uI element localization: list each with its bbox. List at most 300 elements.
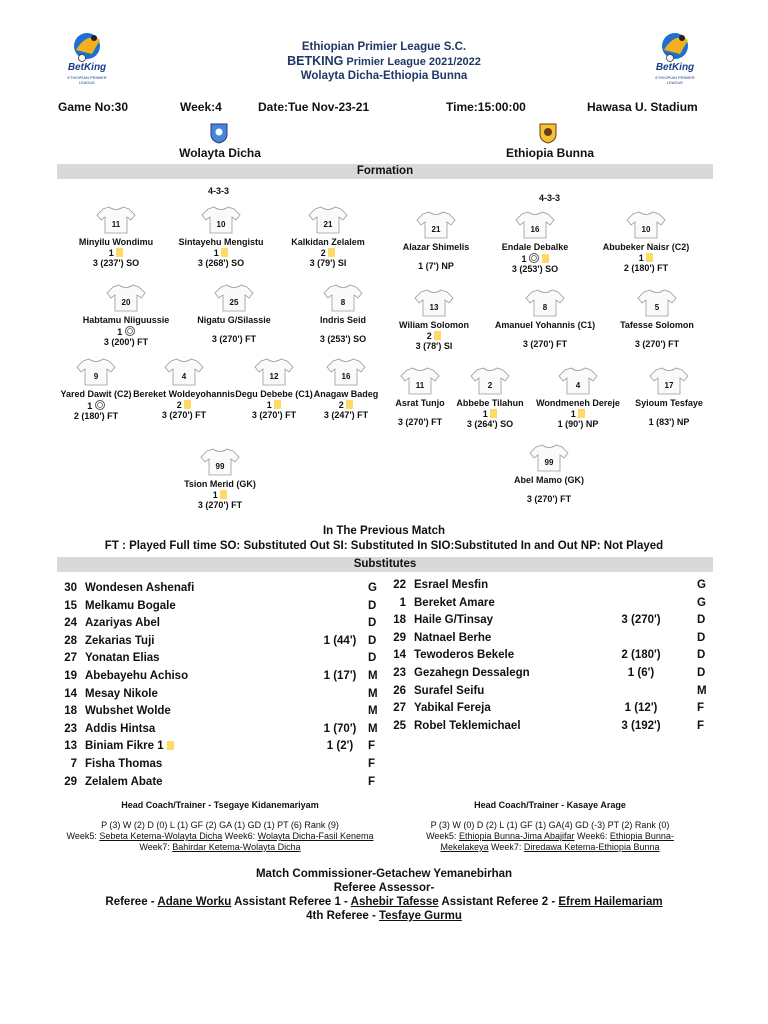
- sub-name-wrap: [414, 577, 488, 595]
- player-events: [272, 248, 384, 259]
- player-stat: 3 (200') FT: [103, 337, 149, 347]
- player-stat: 3 (78') SI: [415, 341, 453, 351]
- away-player-13: [378, 288, 490, 352]
- sub-position: G: [368, 582, 377, 594]
- sub-name: Surafel Seifu: [414, 684, 485, 697]
- match-title: Wolayta Dicha-Ethiopia Bunna: [300, 70, 468, 82]
- jersey-icon: [164, 357, 204, 387]
- event-count: 1: [108, 247, 114, 258]
- jersey-icon: [201, 205, 241, 235]
- sub-name: Tewoderos Bekele: [414, 649, 515, 662]
- player-events: [60, 248, 172, 259]
- match-commissioner: Match Commissioner-Getachew Yemanebirhan: [255, 868, 513, 880]
- svg-text:8: 8: [542, 303, 548, 312]
- jersey-icon: [76, 357, 116, 387]
- player-stat: 3 (237') SO: [92, 258, 140, 268]
- home-substitute-row: [57, 633, 388, 651]
- svg-text:16: 16: [341, 372, 351, 381]
- home-substitute-row: [57, 686, 388, 704]
- sub-number: 14: [393, 649, 406, 662]
- player-name: Habtamu Niiguussie: [82, 315, 170, 325]
- yellow-card-icon: [220, 490, 227, 499]
- svg-text:11: 11: [415, 381, 425, 390]
- sub-stat: 3 (270'): [621, 614, 661, 627]
- fourth-referee-line: [0, 909, 768, 923]
- sub-name: Addis Hintsa: [85, 722, 156, 735]
- sub-name: Robel Teklemichael: [414, 719, 521, 732]
- svg-text:12: 12: [269, 372, 279, 381]
- jersey-icon: [515, 210, 555, 240]
- jersey-icon: [254, 357, 294, 387]
- sub-name-wrap: [414, 595, 495, 613]
- status-legend: FT : Played Full time SO: Substituted Out SI: Substituted In SIO:Substituted In and Out NP: Not Played: [104, 540, 664, 552]
- jersey-icon: [649, 366, 689, 396]
- sub-name: Natnael Berhe: [414, 631, 492, 644]
- away-substitute-row: [386, 595, 717, 613]
- yellow-card-icon: [274, 400, 281, 409]
- sub-stat: 1 (2'): [326, 740, 354, 753]
- away-substitute-row: [386, 612, 717, 630]
- player-events: [479, 253, 591, 265]
- sub-stat: 1 (17'): [323, 670, 357, 682]
- logo-brand-text: BetKing: [655, 62, 695, 73]
- ar1-name[interactable]: Ashebir Tafesse: [350, 896, 439, 908]
- sub-number: 27: [393, 702, 406, 715]
- sub-number: 30: [64, 582, 77, 594]
- betking-logo-left: [62, 30, 112, 90]
- week7-label: Week7:: [488, 842, 524, 852]
- sub-name-wrap: [85, 703, 171, 721]
- goal-ball-icon: [529, 253, 539, 263]
- home-player-11: [60, 205, 172, 269]
- away-substitute-row: [386, 718, 717, 736]
- event-count: 2: [338, 399, 344, 410]
- player-name: Indris Seid: [319, 315, 366, 325]
- sub-name: Fisha Thomas: [85, 758, 163, 770]
- sub-name-wrap: [85, 756, 162, 774]
- league-season: [184, 54, 584, 69]
- svg-text:21: 21: [431, 225, 441, 234]
- jersey-icon: [525, 288, 565, 318]
- jersey-icon: [106, 283, 146, 313]
- home-substitute-row: [57, 668, 388, 686]
- home-substitute-row: [57, 580, 388, 598]
- yellow-card-icon: [328, 248, 335, 257]
- player-stat: 3 (270') FT: [251, 410, 297, 420]
- sub-position: M: [368, 705, 378, 718]
- player-name: Minyilu Wondimu: [78, 237, 154, 247]
- home-week7-fixture[interactable]: Bahirdar Ketema-Wolayta Dicha: [172, 842, 301, 852]
- sub-number: 29: [393, 631, 406, 644]
- player-name: Anagaw Badeg: [313, 389, 379, 399]
- sub-name-wrap: [85, 721, 155, 739]
- player-events: [164, 490, 276, 501]
- home-player-25: [178, 283, 290, 344]
- sub-position: D: [697, 631, 706, 644]
- home-coach-record: [60, 820, 380, 853]
- svg-text:13: 13: [429, 303, 439, 312]
- player-stat: 3 (79') SI: [309, 258, 347, 268]
- svg-text:4: 4: [575, 381, 581, 390]
- sub-stat: 1 (44'): [323, 634, 357, 647]
- player-name: Kalkidan Zelalem: [291, 237, 365, 247]
- logo-sub-text: ETHIOPIAN PRIMIER LEAGUE: [67, 75, 107, 85]
- sub-position: M: [697, 684, 707, 697]
- player-stat: 3 (270') FT: [522, 338, 568, 349]
- home-player-99: [164, 447, 276, 511]
- away-formation: 4-3-3: [539, 193, 561, 203]
- sub-position: D: [697, 667, 706, 679]
- referee-label: Referee -: [105, 896, 158, 908]
- sub-name-wrap: [85, 738, 174, 756]
- event-count: 1: [117, 326, 123, 337]
- svg-text:20: 20: [121, 298, 131, 307]
- sub-number: 23: [64, 722, 77, 735]
- yellow-card-icon: [578, 409, 585, 418]
- jersey-icon: [529, 443, 569, 473]
- referees-line: [0, 895, 768, 909]
- away-coach: Head Coach/Trainer - Kasaye Arage: [474, 800, 626, 810]
- sub-number: 18: [64, 705, 77, 718]
- ar2-name[interactable]: Efrem Hailemariam: [558, 896, 663, 908]
- formation-bar: Formation: [57, 164, 713, 179]
- sub-position: M: [368, 670, 378, 682]
- sub-stat: 2 (180'): [621, 649, 661, 662]
- player-stat: 3 (270') FT: [526, 493, 572, 504]
- sub-name: Zelalem Abate: [85, 775, 163, 788]
- yellow-card-icon: [646, 253, 653, 262]
- player-events: [590, 253, 702, 264]
- goal-ball-icon: [125, 326, 135, 336]
- yellow-card-icon: [167, 741, 174, 750]
- jersey-icon: [414, 288, 454, 318]
- previous-match-title: In The Previous Match: [322, 525, 446, 537]
- jersey-icon: [558, 366, 598, 396]
- sub-name: Bereket Amare: [414, 596, 495, 609]
- season-text: Primier League 2021/2022: [343, 56, 481, 68]
- sub-number: 13: [64, 740, 77, 753]
- yellow-card-icon: [346, 400, 353, 409]
- player-stat: 3 (270') FT: [197, 500, 243, 510]
- week: Week:4: [180, 100, 222, 114]
- yellow-card-icon: [116, 248, 123, 257]
- away-player-99: [493, 443, 605, 504]
- away-team-name: Ethiopia Bunna: [506, 146, 594, 160]
- sub-position: D: [368, 634, 377, 647]
- sub-number: 18: [393, 614, 406, 627]
- svg-text:9: 9: [93, 372, 99, 381]
- sub-name: Wubshet Wolde: [85, 705, 171, 718]
- report-header: [184, 40, 584, 83]
- sub-name: Yonatan Elias: [85, 652, 160, 665]
- jersey-icon: [626, 210, 666, 240]
- jersey-icon: [416, 210, 456, 240]
- sub-number: 26: [393, 684, 406, 697]
- event-count: 1: [87, 400, 93, 411]
- away-week7-fixture[interactable]: Diredawa Ketema-Ethiopia Bunna: [523, 842, 660, 852]
- yellow-card-icon: [434, 331, 441, 340]
- event-count: 2: [426, 330, 432, 341]
- sub-number: 24: [64, 617, 77, 630]
- player-stat: 3 (268') SO: [197, 258, 245, 268]
- player-name: Wiliam Solomon: [399, 320, 469, 330]
- sub-name: Haile G/Tinsay: [414, 614, 494, 627]
- fourth-referee-name[interactable]: Tesfaye Gurmu: [378, 910, 462, 922]
- away-player-10: [590, 210, 702, 274]
- home-week6-fixture[interactable]: Wolayta Dicha-Fasil Kenema: [257, 831, 374, 841]
- sub-name: Wondesen Ashenafi: [85, 582, 195, 594]
- sub-name-wrap: [85, 633, 154, 651]
- sub-stat: 1 (6'): [627, 667, 655, 679]
- ar2-label: Assistant Referee 2 -: [438, 896, 559, 908]
- player-stat: 3 (270') FT: [211, 333, 257, 344]
- player-name: Asrat Tunjo: [395, 398, 445, 408]
- sub-stat: 1 (70'): [323, 722, 357, 735]
- sub-name-wrap: [414, 700, 491, 718]
- sub-position: F: [368, 758, 376, 770]
- player-events: [378, 331, 490, 342]
- player-name: Tafesse Solomon: [620, 320, 694, 330]
- away-substitute-row: [386, 683, 717, 701]
- player-name: Bereket Woldeyohannis: [133, 389, 235, 399]
- sub-name-wrap: [85, 615, 160, 633]
- referee-assessor: Referee Assessor-: [333, 882, 435, 894]
- svg-text:16: 16: [530, 225, 540, 234]
- brand-name: BETKING: [287, 54, 344, 68]
- sub-name-wrap: [414, 612, 493, 630]
- sub-name-wrap: [85, 774, 163, 792]
- sub-position: D: [697, 649, 706, 662]
- yellow-card-icon: [542, 254, 549, 263]
- home-substitute-row: [57, 650, 388, 668]
- svg-text:8: 8: [340, 298, 346, 307]
- sub-name: Azariyas Abel: [85, 617, 160, 630]
- sub-position: F: [368, 740, 376, 753]
- sub-number: 14: [64, 687, 77, 700]
- svg-text:2: 2: [487, 381, 493, 390]
- yellow-card-icon: [184, 400, 191, 409]
- jersey-icon: [214, 283, 254, 313]
- event-count: 1: [570, 408, 576, 419]
- away-substitute-row: [386, 630, 717, 648]
- home-formation: 4-3-3: [208, 186, 230, 196]
- away-player-16: [479, 210, 591, 275]
- home-player-10: [165, 205, 277, 269]
- fourth-referee-label: 4th Referee -: [306, 910, 379, 922]
- player-name: Wondmeneh Dereje: [536, 398, 620, 408]
- sub-name-wrap: [85, 668, 188, 686]
- yellow-card-icon: [221, 248, 228, 257]
- sub-position: M: [368, 687, 378, 700]
- home-fixtures: [60, 831, 380, 853]
- away-week6-fixture[interactable]: Ethiopia Bunna-Mekelakeya: [440, 831, 674, 852]
- home-team-badge: [209, 122, 229, 144]
- away-team-badge: [538, 122, 558, 144]
- event-count: 2: [176, 399, 182, 410]
- player-stat: 2 (180') FT: [73, 411, 119, 421]
- away-player-5: [601, 288, 713, 349]
- away-coach-record: [405, 820, 695, 853]
- svg-text:17: 17: [664, 381, 674, 390]
- referee-name[interactable]: Adane Worku: [157, 896, 232, 908]
- player-events: [70, 326, 182, 338]
- week7-label: Week7:: [139, 842, 173, 852]
- jersey-icon: [323, 283, 363, 313]
- week6-label: Week6:: [574, 831, 610, 841]
- away-substitute-row: [386, 577, 717, 595]
- sub-position: F: [697, 719, 705, 732]
- sub-number: 7: [70, 758, 77, 770]
- player-name: Endale Debalke: [501, 242, 569, 252]
- sub-name: Abebayehu Achiso: [85, 670, 189, 682]
- sub-number: 29: [64, 775, 77, 788]
- sub-name: Mesay Nikole: [85, 687, 158, 700]
- player-stat: 3 (253') SO: [511, 264, 559, 274]
- svg-text:25: 25: [229, 298, 239, 307]
- sub-number: 15: [64, 599, 77, 612]
- event-count: 1: [482, 408, 488, 419]
- event-count: 1: [638, 252, 644, 263]
- player-stat: 1 (90') NP: [557, 419, 599, 429]
- player-name: Abbebe Tilahun: [456, 398, 524, 408]
- home-record-stats: P (3) W (2) D (0) L (1) GF (2) GA (1) GD (1) PT (6) Rank (9): [101, 820, 339, 830]
- sub-name-wrap: [414, 630, 491, 648]
- event-count: 1: [212, 489, 218, 500]
- home-substitute-row: [57, 703, 388, 721]
- player-name: Nigatu G/Silassie: [197, 315, 271, 325]
- player-name: Amanuel Yohannis (C1): [494, 320, 596, 330]
- svg-text:5: 5: [654, 303, 660, 312]
- betking-logo-right: [650, 30, 700, 90]
- jersey-icon: [326, 357, 366, 387]
- sub-position: F: [368, 775, 376, 788]
- player-stat: 1 (7') NP: [418, 260, 454, 271]
- home-team-name: Wolayta Dicha: [179, 146, 261, 160]
- player-name: Sintayehu Mengistu: [178, 237, 264, 247]
- sub-position: D: [368, 617, 377, 630]
- player-stat: 3 (264') SO: [466, 419, 514, 429]
- sub-stat: 3 (192'): [621, 719, 661, 732]
- sub-number: 19: [64, 670, 77, 682]
- svg-text:4: 4: [181, 372, 187, 381]
- ar1-label: Assistant Referee 1 -: [231, 896, 351, 908]
- player-stat: 3 (253') SO: [319, 333, 367, 344]
- week5-label: Week5:: [66, 831, 100, 841]
- sub-number: 27: [64, 652, 77, 665]
- player-name: Syioum Tesfaye: [635, 398, 703, 408]
- away-player-8: [489, 288, 601, 349]
- home-substitute-row: [57, 738, 388, 756]
- logo-brand-text: BetKing: [67, 62, 107, 73]
- svg-text:10: 10: [216, 220, 226, 229]
- home-substitute-row: [57, 721, 388, 739]
- sub-name: Zekarias Tuji: [85, 634, 155, 647]
- sub-name-wrap: [85, 650, 160, 668]
- away-substitute-row: [386, 700, 717, 718]
- player-name: Tsion Merid (GK): [184, 479, 256, 489]
- sub-name: Esrael Mesfin: [414, 579, 489, 591]
- sub-name: Yabikal Fereja: [414, 702, 491, 715]
- yellow-card-icon: [490, 409, 497, 418]
- jersey-icon: [637, 288, 677, 318]
- player-name: Abel Mamo (GK): [513, 475, 584, 485]
- player-stat: 1 (83') NP: [648, 416, 690, 427]
- sub-number: 1: [399, 596, 406, 609]
- substitutes-bar: Substitutes: [57, 557, 713, 572]
- away-substitute-row: [386, 665, 717, 683]
- event-count: 1: [521, 253, 527, 264]
- week6-label: Week6:: [222, 831, 258, 841]
- jersey-icon: [200, 447, 240, 477]
- home-coach: Head Coach/Trainer - Tsegaye Kidanemariyam: [121, 800, 319, 810]
- player-stat: 3 (270') FT: [397, 416, 443, 427]
- player-stat: 3 (270') FT: [634, 338, 680, 349]
- sub-name: Biniam Fikre 1: [85, 740, 164, 753]
- player-events: [165, 248, 277, 259]
- match-time: Time:15:00:00: [446, 100, 526, 114]
- away-week5-fixture[interactable]: Ethiopia Bunna-Jima Abajifar: [458, 831, 575, 841]
- event-count: 1: [266, 399, 272, 410]
- sub-name: Melkamu Bogale: [85, 599, 176, 612]
- week5-label: Week5:: [426, 831, 459, 841]
- sub-name-wrap: [414, 665, 530, 683]
- home-substitute-row: [57, 774, 388, 792]
- sub-number: 28: [64, 634, 77, 647]
- sub-position: D: [368, 652, 377, 665]
- away-substitute-row: [386, 647, 717, 665]
- logo-sub-text: ETHIOPIAN PRIMIER LEAGUE: [655, 75, 695, 85]
- away-player-21: [380, 210, 492, 271]
- player-name: Degu Debebe (C1): [235, 389, 313, 399]
- player-stat: 3 (270') FT: [161, 410, 207, 420]
- jersey-icon: [308, 205, 348, 235]
- match-date: Date:Tue Nov-23-21: [258, 100, 370, 114]
- player-name: Yared Dawit (C2): [60, 389, 132, 399]
- sub-number: 25: [393, 719, 406, 732]
- sub-position: D: [368, 599, 377, 612]
- game-number: Game No:30: [58, 100, 129, 114]
- sub-name-wrap: [85, 686, 158, 704]
- event-count: 2: [320, 247, 326, 258]
- home-substitute-row: [57, 615, 388, 633]
- sub-name-wrap: [414, 683, 484, 701]
- away-fixtures: [405, 831, 695, 853]
- player-stat: 2 (180') FT: [623, 263, 669, 273]
- player-stat: 3 (247') FT: [323, 410, 369, 420]
- svg-text:99: 99: [544, 458, 554, 467]
- event-count: 1: [213, 247, 219, 258]
- sub-name-wrap: [414, 647, 514, 665]
- sub-name-wrap: [85, 598, 176, 616]
- svg-text:11: 11: [111, 220, 121, 229]
- sub-position: G: [697, 596, 706, 609]
- home-player-21: [272, 205, 384, 269]
- sub-stat: 1 (12'): [624, 702, 658, 715]
- sub-name-wrap: [85, 580, 194, 598]
- svg-text:21: 21: [323, 220, 333, 229]
- home-week5-fixture[interactable]: Sebeta Ketema-Wolayta Dicha: [99, 831, 223, 841]
- svg-text:99: 99: [215, 462, 225, 471]
- jersey-icon: [470, 366, 510, 396]
- away-record-stats: P (3) W (0) D (2) L (1) GF (1) GA(4) GD (-3) PT (2) Rank (0): [430, 820, 670, 830]
- sub-position: M: [368, 722, 378, 735]
- away-player-17: [613, 366, 725, 427]
- sub-number: 22: [393, 579, 406, 591]
- svg-text:10: 10: [641, 225, 651, 234]
- match-officials: [0, 867, 768, 923]
- sub-name-wrap: [414, 718, 521, 736]
- sub-position: D: [697, 614, 706, 627]
